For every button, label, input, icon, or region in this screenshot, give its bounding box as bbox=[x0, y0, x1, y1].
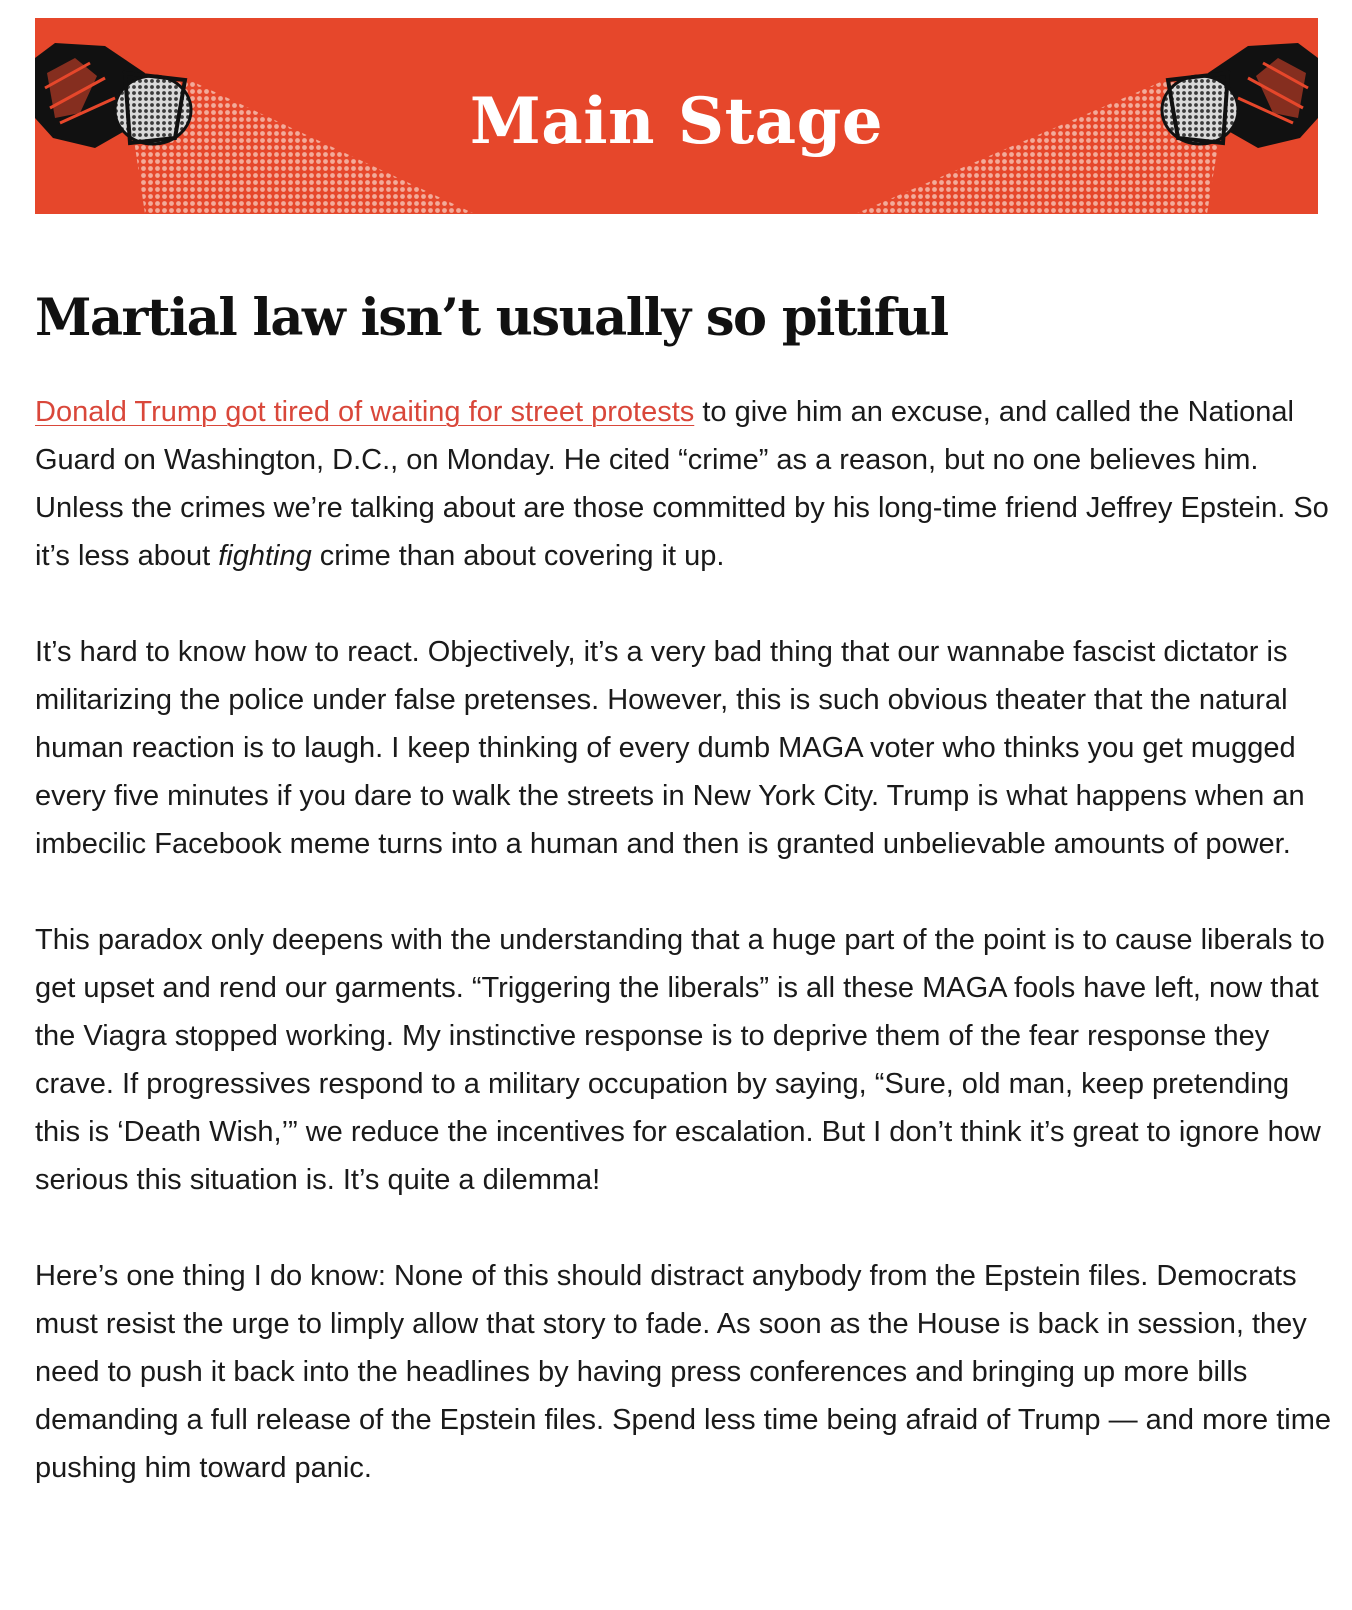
paragraph-3: This paradox only deepens with the understanding that a huge part of the point is to cause liberals to get upset and rend our garments. “Triggering the liberals” is all these MAGA fools have left, now that the Viagra stopped working. My instinctive response is to deprive them of the fear response they crave. If progressives respond to a military occupation by saying, “Sure, old man, keep pretending this is ‘Death Wish,’” we reduce the incentives for escalation. But I don’t think it’s great to ignore how serious this situation is. It’s quite a dilemma! bbox=[35, 924, 1325, 1196]
paragraph-4: Here’s one thing I do know: None of this should distract anybody from the Epstein files. Democrats must resist the urge to limply allow that story to fade. As soon as the House is back in session, they need to push it back into the headlines by having press conferences and bringing up more bills demanding a full release of the Epstein files. Spend less time being afraid of Trump — and more time pushing him toward panic. bbox=[35, 1260, 1332, 1484]
article-headline: Martial law isn’t usually so pitiful bbox=[35, 288, 948, 348]
paragraph-1 bbox=[35, 388, 1335, 580]
article-link[interactable]: Donald Trump got tired of waiting for street protests bbox=[35, 396, 695, 428]
paragraph-text: crime than about covering it up. bbox=[311, 540, 725, 572]
paragraph-text: to give him an excuse, and called the National Guard on Washington, D.C., on Monday. He cited “crime” as a reason, but no one believes him. Unless the crimes we’re talking about are those committed by his long-time friend Jeffrey Epstein. So it’s less about bbox=[35, 396, 1329, 572]
banner-title: Main Stage bbox=[469, 84, 884, 159]
emphasis-text: fighting bbox=[218, 540, 312, 572]
article-body bbox=[35, 388, 1335, 1540]
main-stage-banner bbox=[35, 18, 1318, 214]
paragraph-2: It’s hard to know how to react. Objectively, it’s a very bad thing that our wannabe fascist dictator is militarizing the police under false pretenses. However, this is such obvious theater that the natural human reaction is to laugh. I keep thinking of every dumb MAGA voter who thinks you get mugged every five minutes if you dare to walk the streets in New York City. Trump is what happens when an imbecilic Facebook meme turns into a human and then is granted unbelievable amounts of power. bbox=[35, 636, 1305, 860]
